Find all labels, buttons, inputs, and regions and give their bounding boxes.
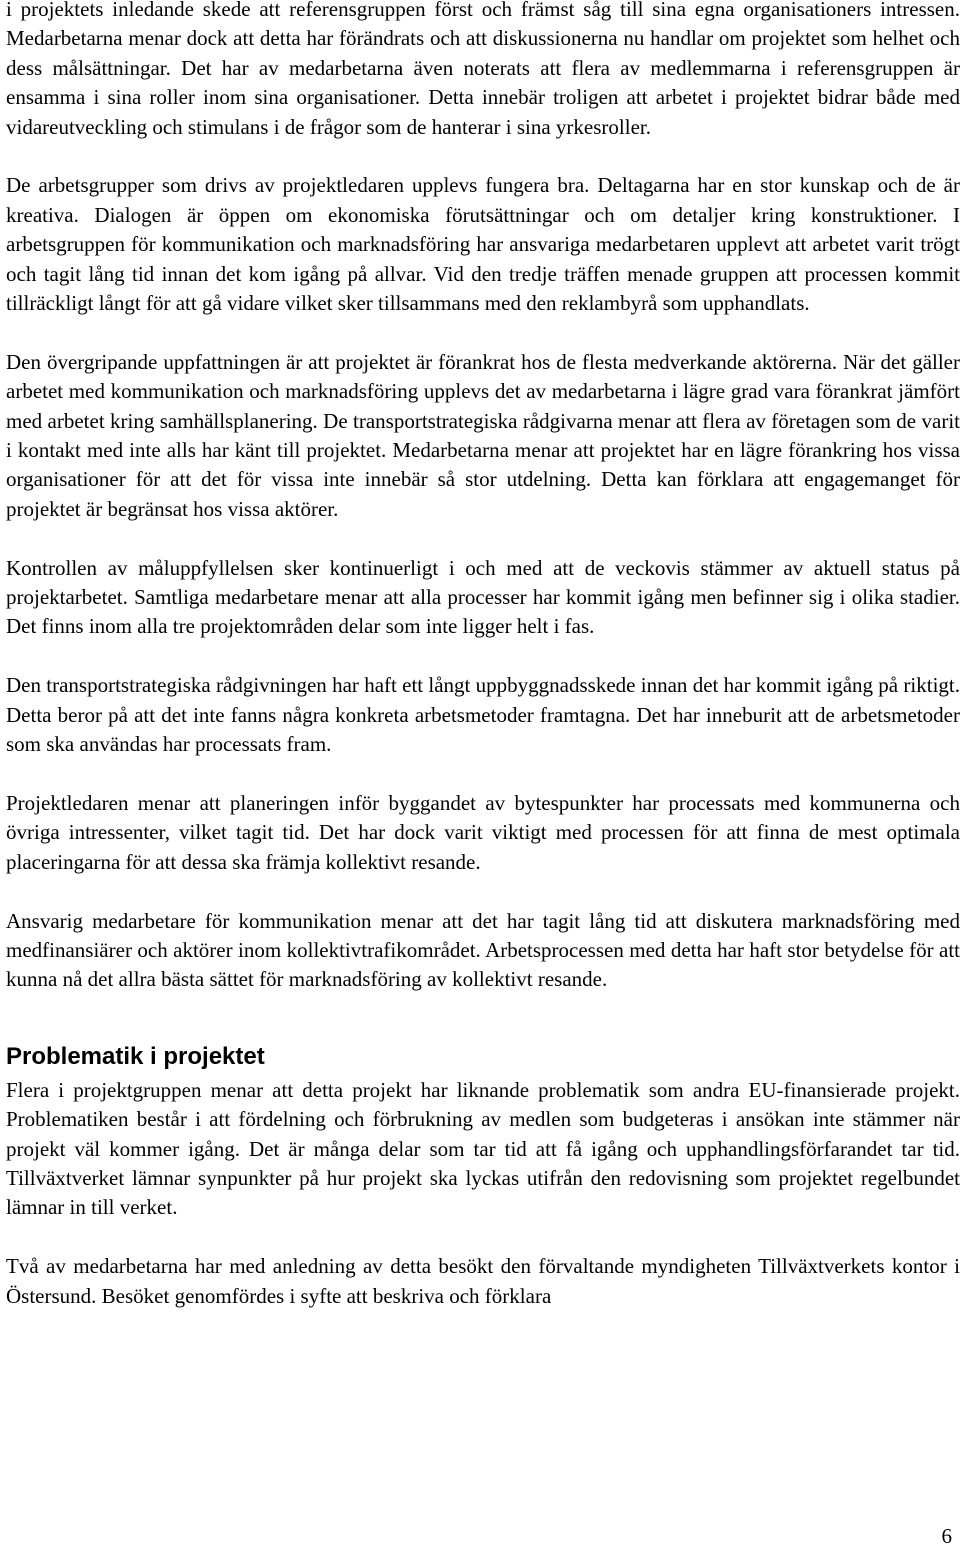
paragraph-arbetsgrupper: De arbetsgrupper som drivs av projektledaren upplevs fungera bra. Deltagarna har en stor kunskap och de är kreativa. Dialogen är öppen om ekonomiska förutsättningar och om detaljer kring konstruktioner. I arbetsgruppen för kommunikation och marknadsföring har ansvariga medarbetaren upplevt att arbetet varit trögt och tagit lång tid innan det kom igång på allvar. Vid den tredje träffen menade gruppen att processen kommit tillräckligt långt för att gå vidare vilket sker tillsammans med den reklambyrå som upphandlats.	[6, 173, 960, 316]
paragraph-problematik: Flera i projektgruppen menar att detta projekt har liknande problematik som andra EU-finansierade projekt. Problematiken består i att fördelning och förbrukning av medlen som budgeteras i ansökan inte stämmer när projekt väl kommer igång. Det är många delar som tar tid att få igång och upphandlingsförfarandet tar tid. Tillväxtverket lämnar synpunkter på hur projekt ska lyckas utifrån den redovisning som projektet regelbundet lämnar in till verket.	[6, 1077, 960, 1220]
paragraph-forankring: Den övergripande uppfattningen är att projektet är förankrat hos de flesta medverkande aktörerna. När det gäller arbetet med kommunikation och marknadsföring upplevs det av medarbetarna i lägre grad vara förankrat jämfört med arbetet kring samhällsplanering. De transportstrategiska rådgivarna menar att flera av företagen som de varit i kontakt med inte alls har känt till projektet. Medarbetarna menar att projektet har en lägre förankring hos vissa organisationer för att det för vissa inte innebär så stor utdelning. Detta kan förklara att engagemanget för projektet är begränsat hos vissa aktörer.	[6, 349, 960, 521]
paragraph-referensgruppen: i projektets inledande skede att referensgruppen först och främst såg till sina egna organisationers intressen. Medarbetarna menar dock att detta har förändrats och att diskussionerna nu handlar om projektet som helhet och dess målsättningar. Det har av medarbetarna även noterats att flera av medlemmarna i referensgruppen är ensamma i sina roller inom sina organisationer. Detta innebär troligen att arbetet i projektet bidrar både med vidareutveckling och stimulans i de frågor som de hanterar i sina yrkesroller.	[6, 0, 960, 139]
paragraph-bytespunkter: Projektledaren menar att planeringen inför byggandet av bytespunkter har processats med kommunerna och övriga intressenter, vilket tagit tid. Det har dock varit viktigt med processen för att finna de mest optimala placeringarna för att dessa ska främja kollektivt resande.	[6, 790, 960, 874]
paragraph-maluppfyllelse: Kontrollen av måluppfyllelsen sker kontinuerligt i och med att de veckovis stämmer av aktuell status på projektarbetet. Samtliga medarbetare menar att alla processer har kommit igång men befinner sig i olika stadier. Det finns inom alla tre projektområden delar som inte ligger helt i fas.	[6, 555, 960, 639]
page-number: 6	[941, 1524, 952, 1548]
paragraph-radgivning: Den transportstrategiska rådgivningen har haft ett långt uppbyggnadsskede innan det har kommit igång på riktigt. Detta beror på att det inte fanns några konkreta arbetsmetoder framtagna. Det har inneburit att de arbetsmetoder som ska användas har processats fram.	[6, 673, 960, 757]
document-page	[6, 0, 960, 1311]
paragraph-kommunikation: Ansvarig medarbetare för kommunikation menar att det har tagit lång tid att diskutera marknadsföring med medfinansiärer och aktörer inom kollektivtrafikområdet. Arbetsprocessen med detta har haft stor betydelse för att kunna nå det allra bästa sättet för marknadsföring av kollektivt resande.	[6, 908, 960, 992]
section-heading: Problematik i projektet	[6, 1042, 265, 1070]
paragraph-tillvaxtverket-besok: Två av medarbetarna har med anledning av detta besökt den förvaltande myndigheten Tillväxtverkets kontor i Östersund. Besöket genomfördes i syfte att beskriva och förklara	[6, 1254, 960, 1308]
